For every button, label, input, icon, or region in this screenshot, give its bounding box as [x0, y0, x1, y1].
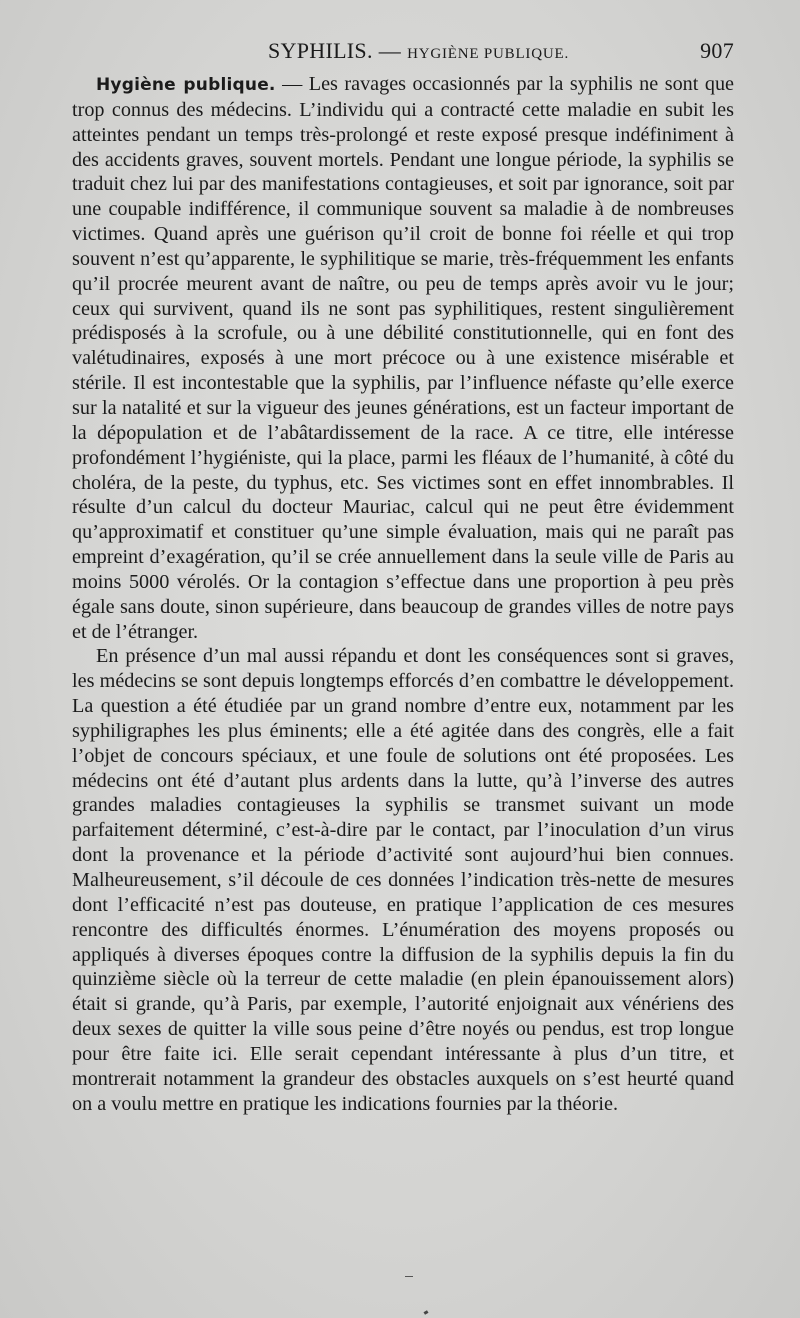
- body-text: [72, 72, 734, 1116]
- header-subtitle: HYGIÈNE PUBLIQUE.: [407, 46, 570, 62]
- running-title: [268, 38, 569, 64]
- print-mark: [424, 1310, 429, 1315]
- header-title: SYPHILIS.: [268, 38, 373, 63]
- paragraph-text: — Les ravages occasionnés par la syphilis ne sont que trop connus des médecins. L’individu qui a contracté cette maladie en subit les atteintes pendant un temps très-prolongé et reste exposé presque indéfiniment à des accidents graves, souvent mortels. Pendant une longue période, la syphilis se traduit chez lui par des manifestations contagieuses, et soit par ignorance, soit par une coupable indifférence, il communique souvent sa maladie à de nombreuses victimes. Quand après une guérison qu’il croit de bonne foi réelle et qui trop souvent n’est qu’apparente, le syphilitique se marie, très-fréquemment les enfants qu’il procrée meurent avant de naître, ou peu de temps après avoir vu le jour; ceux qui survivent, quand ils ne sont pas syphilitiques, restent singulièrement prédisposés à la scrofule, ou à une débilité constitutionnelle, qui en font des valétudinaires, exposés à une mort précoce ou à une existence misérable et stérile. Il est incontestable que la syphilis, par l’influence néfaste qu’elle exerce sur la natalité et sur la vigueur des jeunes générations, est un facteur important de la dépopulation et de l’abâtardissement de la race. A ce titre, elle intéresse profondément l’hygiéniste, qui la place, parmi les fléaux de l’humanité, à côté du choléra, de la peste, du typhus, etc. Ses victimes sont en effet innombrables. Il résulte d’un calcul du docteur Mauriac, calcul qui ne peut être évidemment qu’approximatif et constituer qu’une simple évaluation, mais qui ne paraît pas empreint d’exagération, qu’il se crée annuellement dans la seule ville de Paris au moins 5000 vérolés. Or la contagion s’effectue dans une proportion à peu près égale sans doute, sinon supérieure, dans beaucoup de grandes villes de notre pays et de l’étranger.: [72, 73, 735, 643]
- header-dash: —: [378, 38, 402, 63]
- print-mark: [405, 1276, 413, 1277]
- paragraph: [72, 644, 734, 1116]
- section-heading: Hygiène publique.: [96, 75, 276, 95]
- page-number: 907: [700, 38, 734, 63]
- page-header: [72, 38, 734, 68]
- paragraph-text: En présence d’un mal aussi répandu et dont les conséquences sont si graves, les médecins se sont depuis longtemps efforcés d’en combattre le développement. La question a été étudiée par un grand nombre d’entre eux, notamment par les syphiligraphes les plus éminents; elle a été agitée dans des congrès, elle a fait l’objet de concours spéciaux, et une foule de solutions ont été proposées. Les médecins ont été d’autant plus ardents dans la lutte, qu’à l’inverse des autres grandes maladies contagieuses la syphilis se transmet suivant un mode parfaitement déterminé, c’est-à-dire par le contact, par l’inoculation d’un virus dont la provenance et la période d’activité sont aujourd’hui bien connues. Malheureusement, s’il découle de ces données l’indication très-nette de mesures dont l’efficacité n’est pas douteuse, en pratique l’application de ces mesures rencontre des difficultés énormes. L’énumération des moyens proposés ou appliqués à diverses époques contre la diffusion de la syphilis depuis la fin du quinzième siècle où la terreur de cette maladie (en plein épanouissement alors) était si grande, qu’à Paris, par exemple, l’autorité enjoignait aux vénériens des deux sexes de quitter la ville sous peine d’être noyés ou pendus, est trop longue pour être faite ici. Elle serait cependant intéressante à plus d’un titre, et montrerait notamment la grandeur des obstacles auxquels on s’est heurté quand on a voulu mettre en pratique les indications fournies par la théorie.: [72, 645, 734, 1115]
- paragraph: [72, 72, 734, 644]
